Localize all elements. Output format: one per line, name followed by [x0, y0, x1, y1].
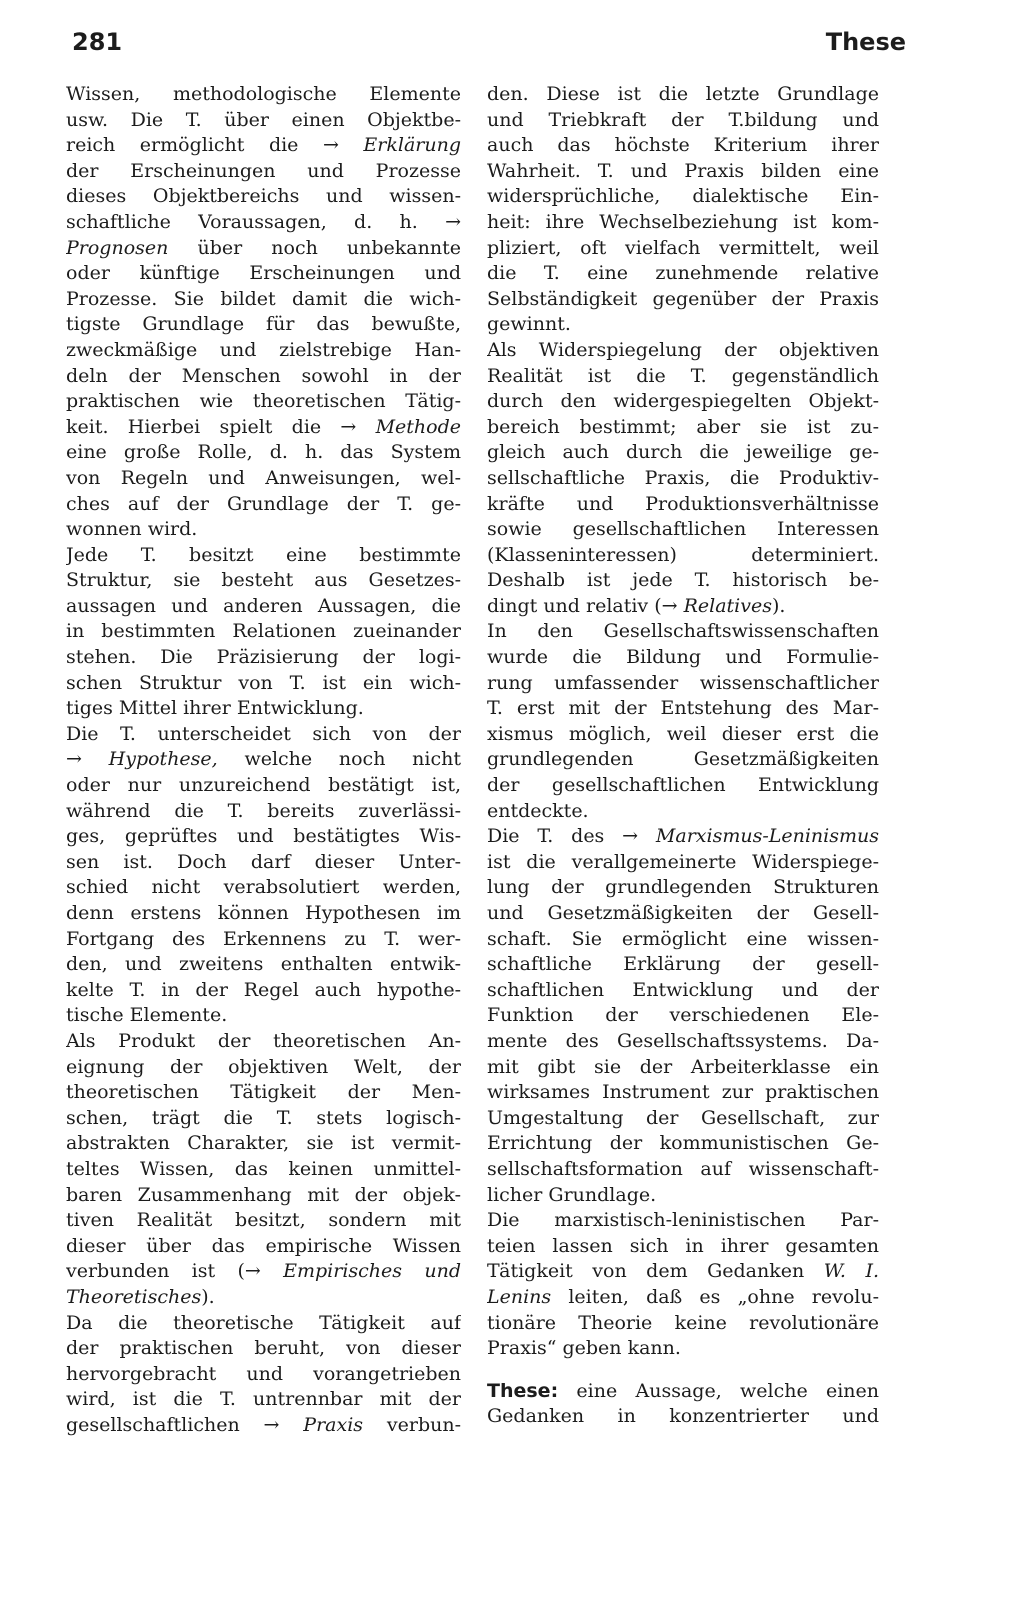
text-line [487, 415, 879, 441]
text-line [66, 159, 461, 185]
text-run: ches auf der Grundlage der T. ge- [66, 492, 461, 515]
text-run: sellschaftsformation auf wissenschaft- [487, 1157, 879, 1180]
text-line [66, 1131, 461, 1157]
text-line [66, 927, 461, 953]
text-line [66, 799, 461, 825]
text-line [487, 133, 879, 159]
text-run [339, 134, 364, 156]
text-run: lung der grundlegenden Strukturen [487, 876, 879, 899]
text-line [487, 773, 879, 799]
text-line [66, 261, 461, 287]
text-line [66, 619, 461, 645]
text-run: denn erstens können Hypothesen im [66, 902, 461, 924]
text-line [487, 1131, 879, 1157]
arrow-right-icon: → [263, 1413, 280, 1436]
text-run: kräfte und Produktionsverhältnisse [487, 492, 879, 515]
text-run: und Gesetzmäßigkeiten der Gesell- [487, 902, 879, 924]
text-run: Die marxistisch-leninistischen Par- [487, 1209, 879, 1232]
text-run: eignung der objektiven Welt, der [66, 1055, 461, 1078]
text-run: Da die theoretische Tätigkeit auf [66, 1311, 461, 1334]
text-run: T. erst mit der Entstehung des Mar- [487, 697, 879, 720]
text-run: in bestimmten Relationen zueinander [66, 620, 461, 643]
page-number: 281 [72, 28, 123, 56]
text-line [66, 671, 461, 697]
arrow-right-icon: → [661, 594, 678, 617]
text-run: teltes Wissen, das keinen unmittel- [66, 1157, 461, 1180]
text-line [66, 722, 461, 748]
text-run: der praktischen beruht, von dieser [66, 1337, 461, 1360]
text-line [487, 1311, 879, 1337]
cross-reference: Praxis [303, 1413, 364, 1436]
text-line [66, 747, 461, 773]
text-run: Tätigkeit von dem Gedanken [487, 1260, 824, 1283]
text-line [66, 1003, 461, 1029]
text-line [487, 543, 879, 569]
cross-reference: Relatives [683, 594, 772, 617]
text-line [66, 517, 461, 543]
text-run: Funktion der verschiedenen Ele- [487, 1004, 879, 1027]
text-line [66, 1311, 461, 1337]
text-run: den, und zweitens enthalten entwik- [66, 953, 461, 976]
text-run: grundlegenden Gesetzmäßigkeiten [487, 748, 879, 771]
text-line [487, 824, 879, 850]
text-run: von Regeln und Anweisungen, wel- [66, 466, 461, 489]
text-run: Deshalb ist jede T. historisch be- [487, 569, 879, 592]
text-run: In den Gesellschaftswissenschaften [487, 620, 879, 643]
text-line [487, 312, 879, 338]
text-line [487, 492, 879, 518]
text-line [66, 1208, 461, 1234]
text-run: wurde die Bildung und Formulie- [487, 646, 879, 669]
text-run: dingt und relativ ( [487, 594, 662, 617]
text-run: deln der Menschen sowohl in der [66, 364, 461, 387]
text-run: mit gibt sie der Arbeiterklasse ein [487, 1055, 879, 1078]
text-line [66, 1055, 461, 1081]
text-line [66, 1413, 461, 1439]
text-run: xismus möglich, weil dieser erst die [487, 722, 879, 745]
text-run: über noch unbekannte [168, 236, 461, 259]
text-run: Als Widerspiegelung der objektiven [487, 338, 879, 361]
text-run: tigste Grundlage für das bewußte, [66, 313, 461, 336]
text-line [487, 389, 879, 415]
text-run: Die T. des [487, 825, 623, 848]
text-line [66, 568, 461, 594]
text-run: zweckmäßige und zielstrebige Han- [66, 338, 461, 361]
text-run: Wahrheit. T. und Praxis bilden eine [487, 159, 879, 182]
text-run: entdeckte. [487, 799, 589, 822]
text-line [487, 261, 879, 287]
text-line [66, 850, 461, 876]
text-run: tische Elemente. [66, 1004, 228, 1027]
text-line [487, 1183, 879, 1209]
text-run: reich ermöglicht die [66, 134, 323, 157]
text-run [82, 748, 109, 770]
text-line [66, 415, 461, 441]
text-line [66, 1029, 461, 1055]
text-run: keit. Hierbei spielt die [66, 415, 341, 438]
text-line [487, 210, 879, 236]
text-line [487, 952, 879, 978]
text-run: wirksames Instrument zur praktischen [487, 1081, 879, 1104]
arrow-right-icon: → [340, 415, 357, 438]
text-run: schen Struktur von T. ist ein wich- [66, 671, 461, 694]
text-line [66, 440, 461, 466]
text-run: und Triebkraft der T.bildung und [487, 108, 879, 131]
text-line [487, 287, 879, 313]
text-line [66, 824, 461, 850]
text-line [66, 312, 461, 338]
arrow-right-icon: → [622, 825, 639, 848]
text-line [66, 133, 461, 159]
text-run [356, 416, 375, 438]
text-run: tiven Realität besitzt, sondern mit [66, 1209, 461, 1232]
text-line [66, 1106, 461, 1132]
text-run: oder nur unzureichend bestätigt ist, [66, 774, 461, 797]
text-line [487, 901, 879, 927]
text-line [487, 1208, 879, 1234]
text-line [487, 875, 879, 901]
text-run: welche noch nicht [217, 748, 461, 771]
text-line [487, 1080, 879, 1106]
cross-reference: W. I. [823, 1260, 879, 1283]
arrow-right-icon: → [244, 1260, 261, 1283]
text-line [66, 1336, 461, 1362]
text-line [66, 645, 461, 671]
text-run: teien lassen sich in ihrer gesamten [487, 1234, 879, 1257]
text-line [487, 645, 879, 671]
text-line [66, 210, 461, 236]
text-run: heit: ihre Wechselbeziehung ist kom- [487, 210, 879, 233]
arrow-right-icon: → [322, 134, 339, 157]
arrow-right-icon: → [445, 210, 461, 233]
text-line [66, 1362, 461, 1388]
text-run: schen, trägt die T. stets logisch- [66, 1106, 461, 1129]
text-line [66, 594, 461, 620]
text-line [487, 978, 879, 1004]
text-run: Die T. unterscheidet sich von der [66, 722, 461, 745]
left-column [66, 82, 461, 1438]
text-line [66, 901, 461, 927]
text-line [66, 287, 461, 313]
text-line [487, 1029, 879, 1055]
text-run: sowie gesellschaftlichen Interessen [487, 518, 879, 541]
text-run: dieser über das empirische Wissen [66, 1234, 461, 1257]
cross-reference: Theoretisches [66, 1285, 202, 1308]
text-line [66, 338, 461, 364]
text-run: baren Zusammenhang mit der objek- [66, 1183, 461, 1206]
text-line [66, 492, 461, 518]
text-run: kelte T. in der Regel auch hypothe- [66, 978, 461, 1001]
text-run: aussagen und anderen Aussagen, die [66, 594, 461, 617]
text-run: stehen. Die Präzisierung der logi- [66, 646, 461, 669]
text-line [487, 1157, 879, 1183]
text-run: durch den widergespiegelten Objekt- [487, 390, 879, 413]
paragraph-gap [487, 1362, 879, 1379]
text-line [487, 1285, 879, 1311]
text-run: hervorgebracht und vorangetrieben [66, 1362, 461, 1385]
text-run: sen ist. Doch darf dieser Unter- [66, 850, 461, 873]
text-line [66, 236, 461, 262]
text-run: mente des Gesellschaftssystems. Da- [487, 1029, 879, 1052]
text-line [487, 364, 879, 390]
text-run: usw. Die T. über einen Objektbe- [66, 108, 461, 131]
text-line [487, 927, 879, 953]
text-run [638, 825, 656, 847]
text-run: während die T. bereits zuverlässi- [66, 799, 461, 822]
text-run: schaftliche Voraussagen, d. h. [66, 210, 446, 233]
text-run: Wissen, methodologische Elemente [66, 83, 461, 105]
text-run: ges, geprüftes und bestätigtes Wis- [66, 825, 461, 848]
text-line [487, 696, 879, 722]
text-run: wonnen wird. [66, 518, 198, 541]
text-line [66, 773, 461, 799]
text-run: widersprüchliche, dialektische Ein- [487, 185, 879, 208]
text-line [487, 108, 879, 134]
text-run: Struktur, sie besteht aus Gesetzes- [66, 569, 461, 592]
cross-reference: Marxismus-Leninismus [655, 825, 879, 848]
text-run [261, 1260, 283, 1282]
text-run: schied nicht verabsolutiert werden, [66, 876, 461, 899]
cross-reference: Lenins [487, 1285, 552, 1308]
text-run: Jede T. besitzt eine bestimmte [66, 543, 461, 566]
text-line [487, 671, 879, 697]
text-run: die T. eine zunehmende relative [487, 262, 879, 285]
text-run: wird, ist die T. untrennbar mit der [66, 1388, 461, 1411]
text-line [487, 236, 879, 262]
cross-reference: Prognosen [66, 236, 169, 259]
text-line [487, 1003, 879, 1029]
text-run: Fortgang des Erkennens zu T. wer- [66, 927, 461, 950]
text-run: Selbständigkeit gegenüber der Praxis [487, 287, 879, 310]
text-run: tiges Mittel ihrer Entwicklung. [66, 697, 364, 720]
text-line [487, 1055, 879, 1081]
text-line [487, 517, 879, 543]
text-run: tionäre Theorie keine revolutionäre [487, 1311, 879, 1334]
text-line [66, 1259, 461, 1285]
text-run: der Erscheinungen und Prozesse [66, 159, 461, 182]
text-line [66, 543, 461, 569]
text-run: Umgestaltung der Gesellschaft, zur [487, 1106, 879, 1129]
text-run: abstrakten Charakter, sie ist vermit- [66, 1132, 461, 1155]
text-line [487, 1379, 879, 1405]
text-run: Errichtung der kommunistischen Ge- [487, 1132, 879, 1155]
text-run: schaft. Sie ermöglicht eine wissen- [487, 927, 879, 950]
text-line [487, 82, 879, 108]
text-run: oder künftige Erscheinungen und [66, 262, 461, 285]
text-run: pliziert, oft vielfach vermittelt, weil [487, 236, 879, 259]
cross-reference: Erklärung [363, 134, 461, 157]
text-line [487, 1259, 879, 1285]
text-line [487, 619, 879, 645]
text-line [487, 850, 879, 876]
text-run: dieses Objektbereichs und wissen- [66, 185, 461, 208]
text-run: verbun- [363, 1413, 461, 1436]
right-column [487, 82, 879, 1430]
text-run: auch das höchste Kriterium ihrer [487, 134, 879, 157]
text-run: Realität ist die T. gegenständlich [487, 364, 879, 387]
text-line [487, 466, 879, 492]
text-line [66, 696, 461, 722]
text-line [487, 184, 879, 210]
cross-reference: Empirisches und [283, 1260, 461, 1283]
text-run: schaftlichen Entwicklung und der [487, 978, 879, 1001]
text-run: Praxis“ geben kann. [487, 1337, 681, 1360]
text-run: Als Produkt der theoretischen An- [66, 1029, 461, 1052]
text-run: praktischen wie theoretischen Tätig- [66, 390, 461, 413]
text-run: bereich bestimmt; aber sie ist zu- [487, 415, 879, 438]
text-line [66, 466, 461, 492]
text-run: Gedanken in konzentrierter und [487, 1405, 879, 1428]
text-line [487, 568, 879, 594]
text-run: ist die verallgemeinerte Widerspiege- [487, 850, 879, 873]
text-line [487, 594, 879, 620]
text-line [66, 108, 461, 134]
text-run: (Klasseninteressen) determiniert. [487, 543, 879, 566]
text-run: rung umfassender wissenschaftlicher [487, 671, 879, 694]
cross-reference: Methode [375, 415, 461, 438]
text-line [66, 875, 461, 901]
text-run: leiten, daß es „ohne revolu- [551, 1285, 879, 1308]
running-head: These [825, 28, 906, 56]
text-run: licher Grundlage. [487, 1183, 657, 1206]
text-run: ). [772, 594, 786, 617]
text-line [66, 1080, 461, 1106]
text-line [487, 1106, 879, 1132]
entry-headword: These: [487, 1379, 559, 1402]
text-line [487, 440, 879, 466]
text-run: Prozesse. Sie bildet damit die wich- [66, 287, 461, 310]
text-run: gewinnt. [487, 313, 571, 336]
text-line [487, 1336, 879, 1362]
text-line [487, 1404, 879, 1430]
text-run: sellschaftliche Praxis, die Produktiv- [487, 466, 879, 489]
text-line [487, 1234, 879, 1260]
text-line [487, 159, 879, 185]
text-line [66, 1285, 461, 1311]
text-run: gesellschaftlichen [66, 1413, 264, 1436]
cross-reference: Hypothese, [108, 748, 218, 771]
text-line [66, 82, 461, 108]
text-run: den. Diese ist die letzte Grundlage [487, 83, 879, 105]
text-line [66, 952, 461, 978]
text-run: eine große Rolle, d. h. das System [66, 441, 461, 464]
text-run: theoretischen Tätigkeit der Men- [66, 1081, 461, 1104]
text-line [66, 978, 461, 1004]
text-run: gleich auch durch die jeweilige ge- [487, 441, 879, 464]
text-run: schaftliche Erklärung der gesell- [487, 953, 879, 976]
text-line [66, 364, 461, 390]
text-run: verbunden ist ( [66, 1260, 245, 1283]
text-line [66, 1234, 461, 1260]
text-line [487, 338, 879, 364]
text-line [487, 799, 879, 825]
text-line [487, 747, 879, 773]
text-run: der gesellschaftlichen Entwicklung [487, 774, 879, 797]
text-run [279, 1414, 303, 1436]
text-line [66, 1387, 461, 1413]
text-run: eine Aussage, welche einen [558, 1379, 879, 1402]
text-line [66, 1183, 461, 1209]
text-run: ). [201, 1285, 215, 1308]
text-line [66, 389, 461, 415]
arrow-right-icon: → [66, 748, 82, 771]
text-line [66, 184, 461, 210]
text-line [66, 1157, 461, 1183]
text-line [487, 722, 879, 748]
